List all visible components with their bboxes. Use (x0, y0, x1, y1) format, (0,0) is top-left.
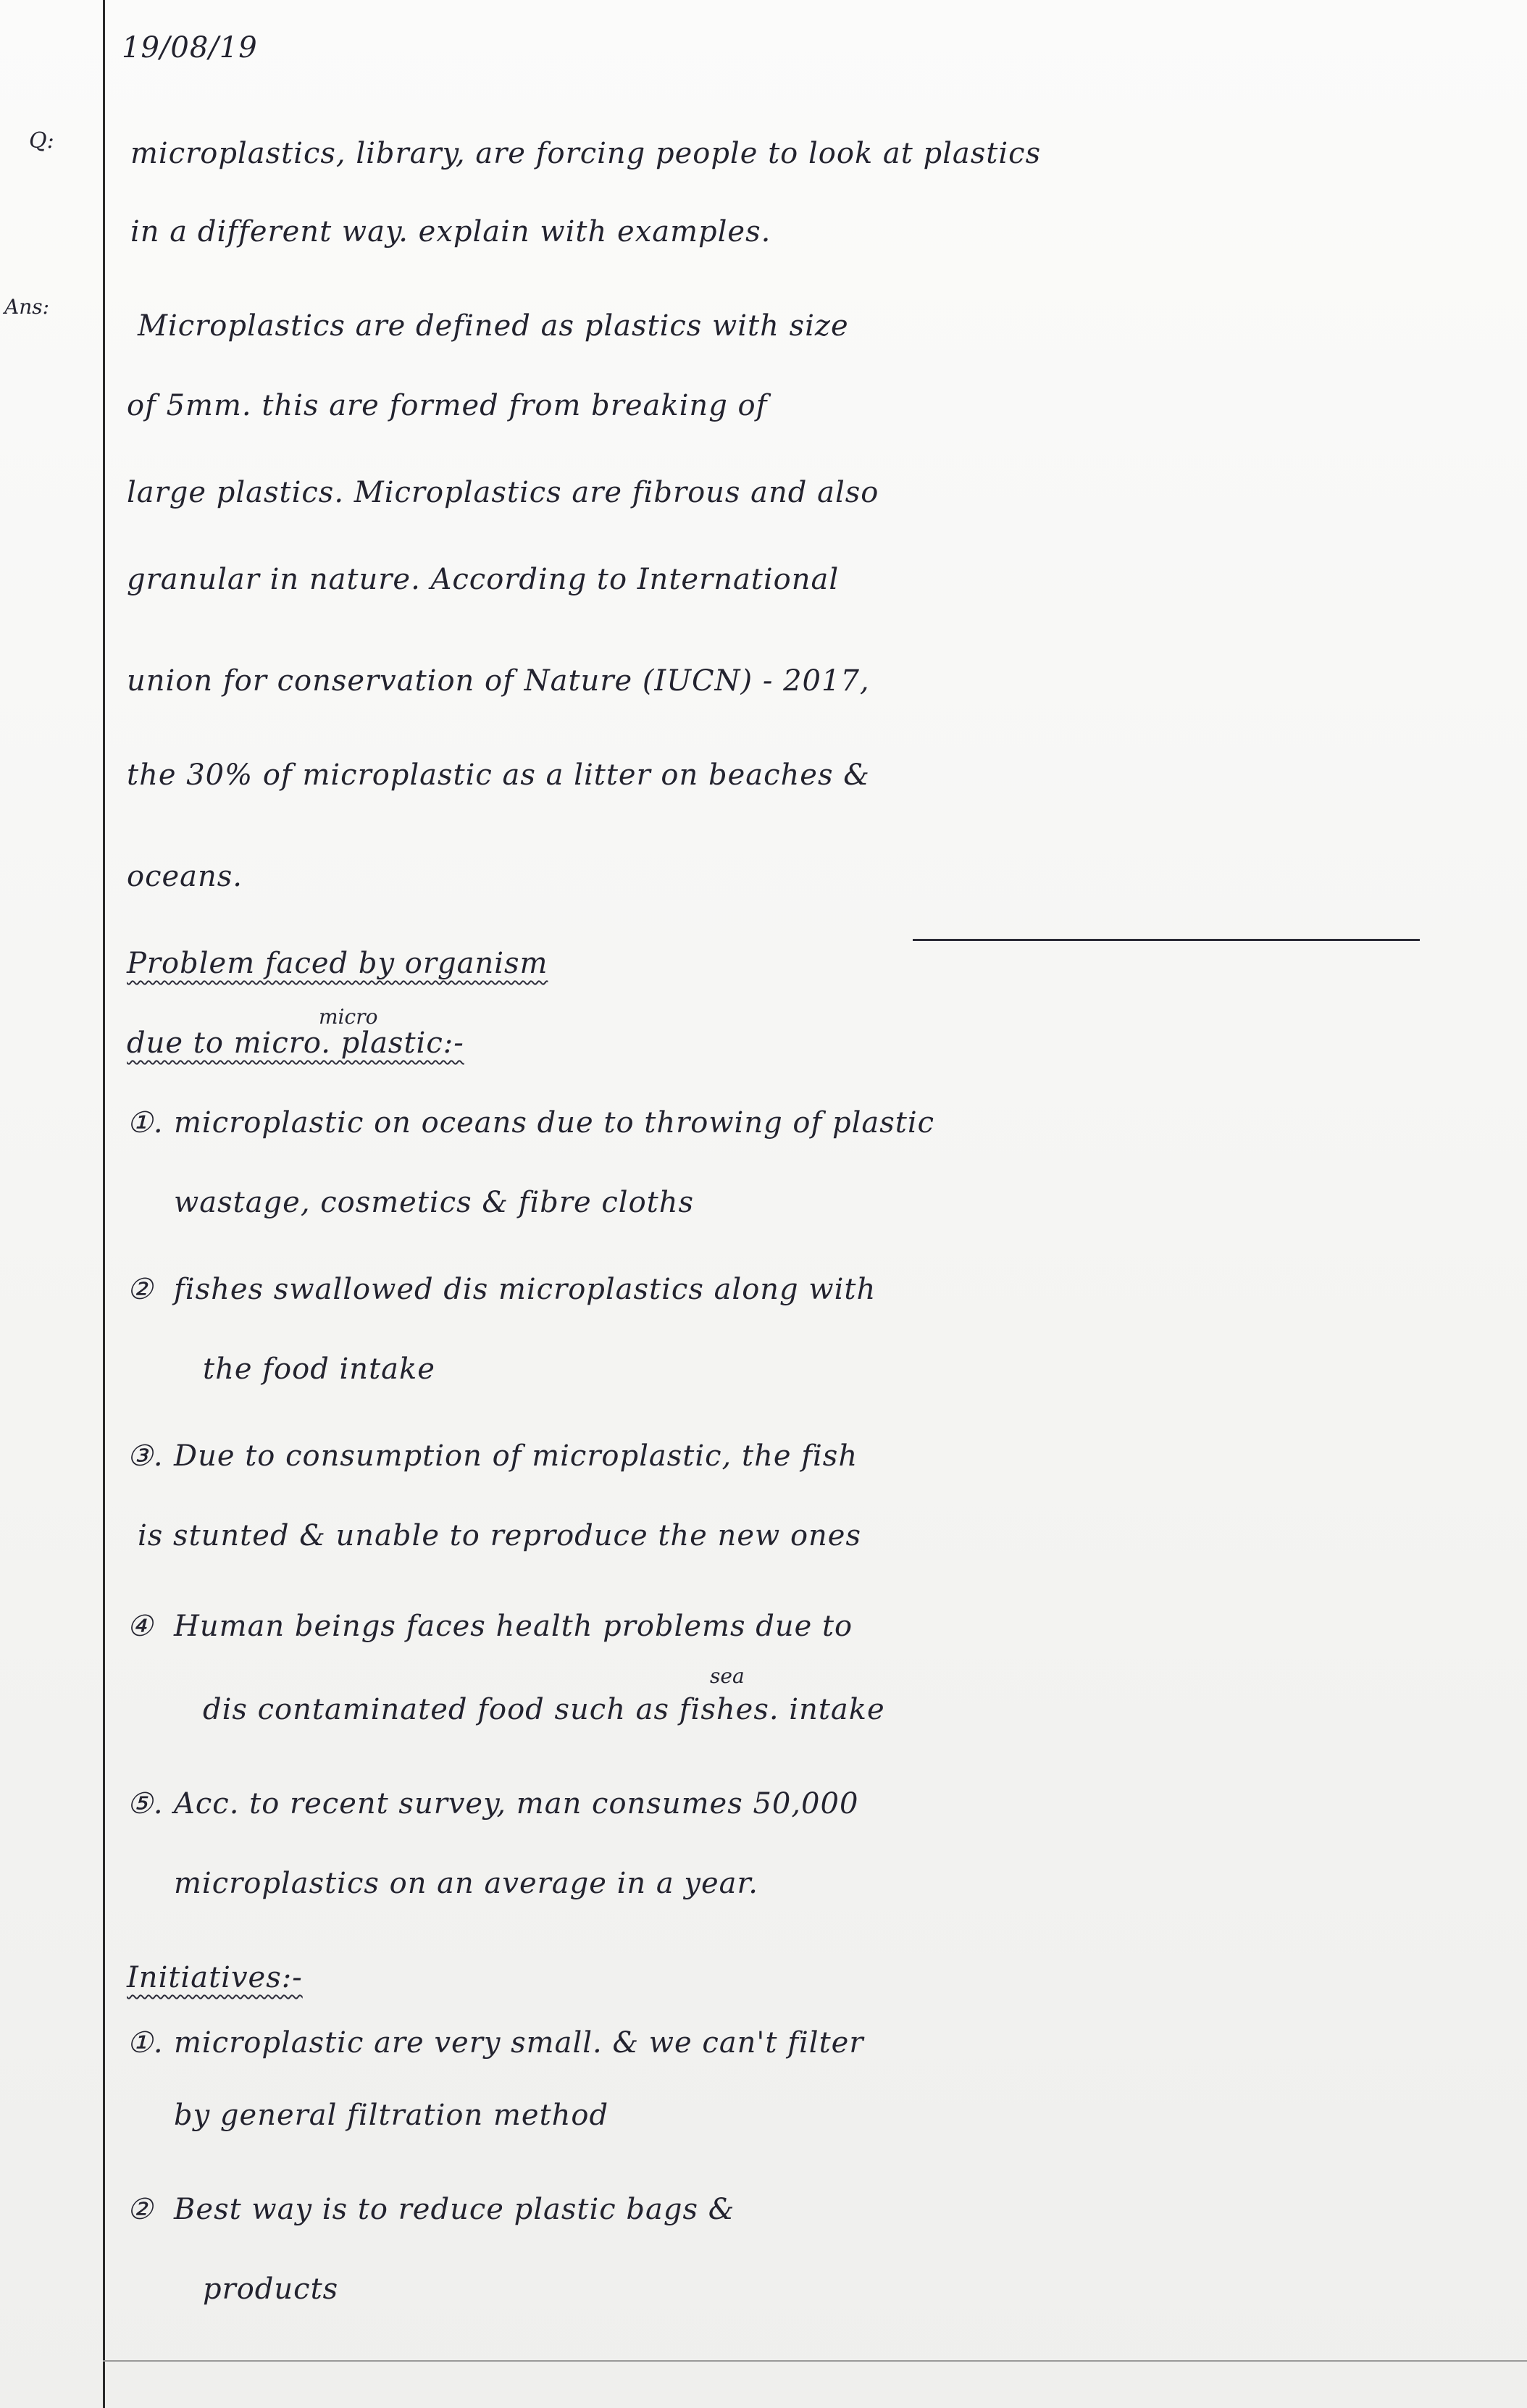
problem-2-line-2: the food intake (203, 1353, 435, 1386)
initiative-2-marker: ② (127, 2193, 154, 2226)
answer-line-3: large plastics. Microplastics are fibrous and also (127, 476, 879, 509)
answer-line-7: oceans. (127, 860, 243, 893)
answer-line-1: Microplastics are defined as plastics with size (138, 309, 849, 343)
answer-marker: Ans: (4, 295, 50, 319)
problem-5-line-1: Acc. to recent survey, man consumes 50,000 (174, 1787, 859, 1820)
problem-5-line-2: microplastics on an average in a year. (174, 1867, 758, 1900)
answer-line-6: the 30% of microplastic as a litter on beaches & (127, 758, 870, 792)
problem-4-marker: ④ (127, 1610, 154, 1643)
answer-line-5: union for conservation of Nature (IUCN) - 2017, (127, 664, 870, 698)
initiative-1-line-1: microplastic are very small. & we can't filter (174, 2026, 864, 2060)
question-marker: Q: (29, 128, 54, 154)
problem-2-marker: ② (127, 1273, 154, 1306)
problem-1-line-2: wastage, cosmetics & fibre cloths (174, 1186, 695, 1219)
initiative-2-line-1: Best way is to reduce plastic bags & (174, 2193, 735, 2226)
problem-4-line-2: dis contaminated food such as fishes. intake (203, 1693, 885, 1726)
initiative-2-line-2: products (203, 2273, 339, 2306)
page-bottom-rule (103, 2360, 1527, 2362)
problem-3-line-2: is stunted & unable to reproduce the new ones (138, 1519, 861, 1552)
problems-heading: Problem faced by organism (127, 947, 548, 980)
problem-3-line-1: Due to consumption of microplastic, the fish (174, 1439, 858, 1473)
problem-4-line-1: Human beings faces health problems due to (174, 1610, 853, 1643)
problem-3-marker: ③. (127, 1439, 164, 1473)
problems-heading-insert: micro (319, 1005, 378, 1029)
problem-1-line-1: microplastic on oceans due to throwing of plastic (174, 1106, 935, 1140)
problem-2-line-1: fishes swallowed dis microplastics along with (174, 1273, 877, 1306)
answer-line-2: of 5mm. this are formed from breaking of (127, 389, 768, 422)
problem-4-insert: sea (710, 1664, 745, 1688)
question-line-1: microplastics, library, are forcing people to look at plastics (130, 137, 1042, 170)
initiative-1-marker: ①. (127, 2026, 164, 2060)
answer-line-4: granular in nature. According to International (127, 563, 840, 596)
question-line-2: in a different way. explain with examples. (130, 215, 771, 248)
problem-1-marker: ①. (127, 1106, 164, 1140)
initiatives-heading: Initiatives:- (127, 1961, 303, 1994)
strikethrough-scribble (913, 939, 1420, 941)
margin-line (103, 0, 105, 2408)
problem-5-marker: ⑤. (127, 1787, 164, 1820)
initiative-1-line-2: by general filtration method (174, 2099, 609, 2132)
problems-heading-line-2: due to micro. plastic:- (127, 1027, 464, 1060)
date: 19/08/19 (122, 31, 258, 64)
